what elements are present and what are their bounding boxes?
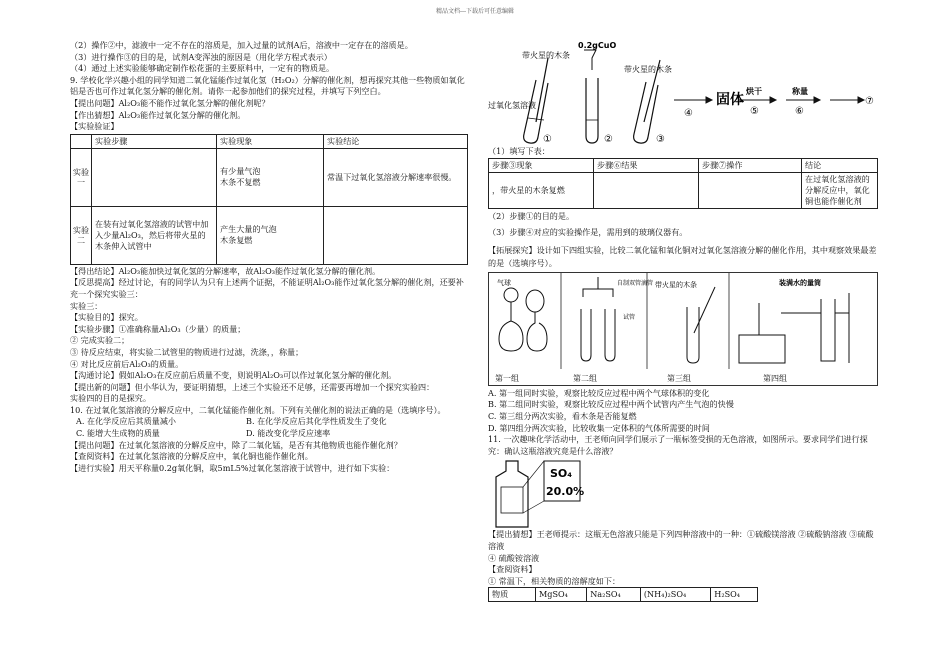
step-4: ④	[684, 108, 693, 119]
text-line: 【查阅资料】在过氧化氢溶液的分解反应中，氧化铜也能作催化剂。	[70, 451, 313, 462]
table-cell: 在装有过氧化氢溶液的试管中加入少量Al₂O₃，然后将带火星的木条伸入试管中	[92, 206, 217, 264]
group-1-label: 第一组	[495, 373, 519, 383]
result-table	[488, 158, 878, 209]
text-line: ④ 对比反应前后Al₂O₃的质量。	[70, 358, 184, 369]
option-b: B. 第二组同时实验，观察比较反应过程中两个试管内产生气泡的快慢	[488, 399, 734, 410]
table-row	[489, 588, 758, 602]
table-cell: 产生大量的气泡 木条复燃	[217, 206, 324, 264]
step-6: ⑥	[795, 106, 804, 117]
text-line: ③ 待反应结束，将实验二试管里的物质进行过滤，洗涤，，称量；	[70, 346, 304, 357]
table-cell: 常温下过氧化氢溶液分解速率很慢。	[324, 148, 468, 206]
table-cell: (NH₄)₂SO₄	[640, 588, 710, 602]
text-line: 实验四的目的是探究。	[70, 393, 151, 404]
flow-arrows	[674, 97, 864, 103]
page-watermark: 精品文档---下载后可任意编辑	[435, 8, 515, 15]
four-groups-figure	[488, 272, 878, 386]
text-line: 【作出猜想】Al₂O₃能作过氧化氢分解的催化剂。	[70, 109, 246, 120]
table-header: 步骤⑦操作	[699, 158, 802, 172]
text-line: （1）填写下表：	[488, 146, 550, 156]
bottle-figure	[488, 457, 878, 529]
table-cell	[699, 172, 802, 208]
table-cell	[92, 148, 217, 206]
table-cell	[324, 206, 468, 264]
group-4-label: 第四组	[763, 373, 787, 383]
option-a: A. 在化学反应后其质量减小	[76, 416, 177, 427]
text-line: ① 常温下，相关物质的溶解度如下：	[488, 575, 621, 586]
text-line: 【提出新的问题】但小华认为，要证明猜想，上述三个实验还不足够，还需要再增加一个探究实验四：	[70, 381, 435, 392]
option-row	[70, 428, 468, 440]
splint-label-2: 带火星的木条	[624, 65, 672, 74]
table-header-row	[489, 158, 878, 172]
table-cell: MgSO₄	[536, 588, 587, 602]
table-header: 结论	[802, 158, 878, 172]
table-cell: ，带火星的木条复燃	[489, 172, 594, 208]
splint-label-1: 带火星的木条	[522, 51, 570, 60]
bottle-diagram	[488, 457, 608, 529]
text-line: 【进行实验】用天平称量0.2g氧化铜，取5mL5%过氧化氢溶液于试管中，进行如下实验：	[70, 462, 395, 473]
text-line: 【沟通讨论】假如Al₂O₃在反应前后质量不变，则说明Al₂O₃可以作过氧化氢分解的催化剂。	[70, 370, 397, 381]
text-line: （4）通过上述实验能够确定制作松花蛋的主要原料中，一定有的物质是。	[70, 63, 335, 74]
test-tube-2	[584, 50, 598, 143]
table-cell: 实验二	[71, 206, 92, 264]
text-line: （2）步骤①的目的是。	[488, 210, 575, 221]
text-line: 【拓展探究】设计如下四组实验，比较二氧化锰和氧化铜对过氧化氢溶液分解的催化作用，其中观察效果最差的是（选填序号）。	[488, 244, 877, 268]
table-cell: 有少量气泡 木条不复燃	[217, 148, 324, 206]
table-cell: 在过氧化氢溶液的分解反应中，氧化铜也能作催化剂	[802, 172, 878, 208]
option-d: D. 能改变化学反应速率	[246, 428, 331, 439]
step-3: ③	[656, 134, 665, 145]
step-7: ⑦	[865, 96, 874, 107]
experiment-table	[70, 134, 468, 265]
table-cell: 物质	[489, 588, 536, 602]
table-row	[71, 206, 468, 264]
text-line: （2）操作②中，滤液中一定不存在的溶质是，加入过量的试剂A后，溶液中一定存在的溶质是。	[70, 40, 413, 50]
text-line: ② 完成实验二；	[70, 335, 130, 346]
option-row	[70, 416, 468, 428]
label-percent: 20.0%	[546, 485, 585, 499]
table-row	[71, 148, 468, 206]
label-formula: SO₄	[550, 467, 573, 481]
option-d: D. 第四组分两次实验，比较收集一定体积的气体所需要的时间	[488, 422, 710, 433]
option-b: B. 在化学反应后其化学性质发生了变化	[246, 416, 387, 427]
cuo-label: 0.2gCuO	[578, 41, 617, 50]
procedure-figure	[488, 38, 878, 146]
table-header: 步骤⑥结果	[594, 158, 699, 172]
table-header: 实验步骤	[92, 134, 217, 148]
option-c: C. 能增大生成物的质量	[76, 428, 160, 439]
group-labels	[489, 373, 877, 385]
solubility-table	[488, 587, 758, 602]
table-cell	[594, 172, 699, 208]
text-line: ④ 硫酸铵溶液	[488, 552, 540, 563]
text-line: 实验三：	[70, 300, 103, 311]
procedure-diagram	[488, 38, 878, 146]
question-11: 11. 一次趣味化学活动中，王老师向同学们展示了一瓶标签受损的无色溶液，如图所示。要求同学们进行探究：确认这瓶溶液究竟是什么溶液？	[488, 434, 868, 456]
option-c: C. 第三组分两次实验，看木条是否能复燃	[488, 410, 637, 421]
table-header: 实验结论	[324, 134, 468, 148]
text-line: 【提出猜想】王老师提示：这瓶无色溶液只能是下列四种溶液中的一种：①硫酸镁溶液 ②硫酸钠溶液 ③硫酸溶液	[488, 529, 874, 551]
group4-apparatus	[739, 293, 849, 363]
solid-label: 固体	[716, 92, 744, 108]
text-line: 【实验验证】	[70, 121, 119, 132]
table-header: 步骤③现象	[489, 158, 594, 172]
splint-label-3: 带火星的木条	[655, 280, 697, 289]
solution-label: 过氧化氢溶液	[488, 101, 536, 110]
table-header-row	[71, 134, 468, 148]
cylinder-label: 装满水的量筒	[779, 278, 821, 287]
group2-apparatus	[581, 277, 615, 361]
left-column	[70, 40, 468, 474]
text-line: 【实验步骤】①准确称量Al₂O₃（少量）的质量；	[70, 323, 246, 334]
text-line: 【实验目的】探究。	[70, 312, 143, 323]
table-header	[71, 134, 92, 148]
group-3-label: 第三组	[667, 373, 691, 383]
table-cell: H₂SO₄	[711, 588, 758, 602]
tube-label: 试管	[623, 313, 636, 321]
weigh-label: 称量	[792, 87, 808, 96]
group3-apparatus	[687, 287, 715, 363]
right-column	[488, 38, 878, 602]
question-10: 10. 在过氧化氢溶液的分解反应中，二氧化锰能作催化剂。下列有关催化剂的说法正确的是（选填序号）。	[70, 404, 446, 415]
text-line: （3）步骤④对应的实验操作是，需用到的玻璃仪器有。	[488, 227, 688, 238]
step-1: ①	[543, 134, 552, 145]
option-a: A. 第一组同时实验，观察比较反应过程中两个气球体积的变化	[488, 387, 710, 398]
text-line: 【提出问题】Al₂O₃能不能作过氧化氢分解的催化剂呢？	[70, 97, 270, 108]
step-2: ②	[604, 134, 613, 145]
groups-diagram	[489, 273, 877, 369]
text-line: 【提出问题】在过氧化氢溶液的分解反应中，除了二氧化锰，是否有其他物质也能作催化剂？	[70, 439, 402, 450]
step-5: ⑤	[750, 106, 759, 117]
table-row	[489, 172, 878, 208]
dry-label: 烘干	[746, 87, 762, 96]
text-line: （3）进行操作③的目的是，试剂A变浑浊的原因是（用化学方程式表示）	[70, 51, 332, 62]
text-line: 【反思提高】经过讨论，有的同学认为只有上述两个证据，不能证明Al₂O₃能作过氧化氢分解的催化剂，还要补充一个探究实验三：	[70, 277, 464, 299]
balloon-label: 气球	[497, 278, 511, 287]
group-2-label: 第二组	[573, 373, 597, 383]
table-cell: 实验一	[71, 148, 92, 206]
question-9: 9. 学校化学兴趣小组的同学知道二氧化锰能作过氧化氢（H₂O₂）分解的催化剂，想再探究其他一些物质如氧化铝是否也可作过氧化氢分解的催化剂。请你一起参加他们的探究过程，并填写下列空白。	[70, 74, 465, 97]
text-line: 【查阅资料】	[488, 564, 537, 575]
syringe-label: 自制双管滴管	[617, 279, 654, 287]
table-header: 实验现象	[217, 134, 324, 148]
group1-apparatus	[499, 288, 547, 351]
table-cell: Na₂SO₄	[587, 588, 641, 602]
bottle-label-rect	[501, 487, 523, 513]
text-line: 【得出结论】Al₂O₃能加快过氧化氢的分解速率，故Al₂O₃能作过氧化氢分解的催化剂。	[70, 265, 381, 276]
